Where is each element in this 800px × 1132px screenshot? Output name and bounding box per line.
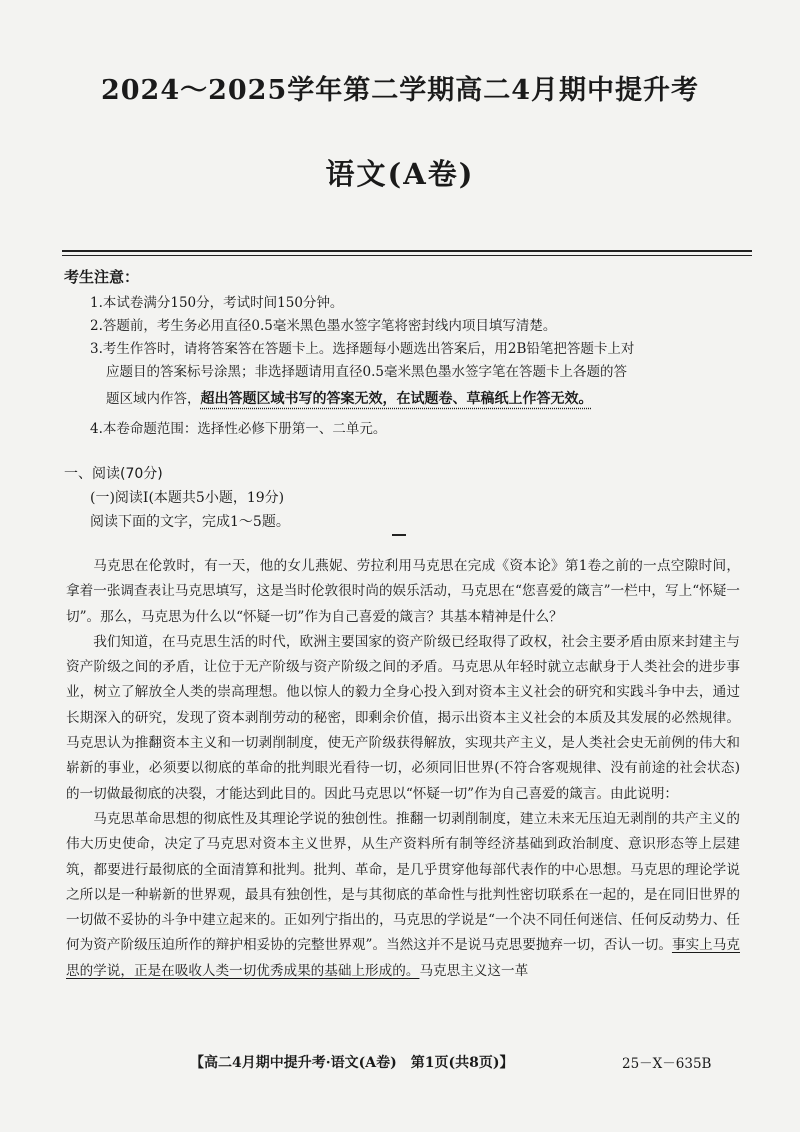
section-part: (一)阅读Ⅰ(本题共5小题，19分) — [90, 490, 285, 506]
passage-number-mark — [392, 534, 406, 536]
notice-item-1: 1.本试卷满分150分，考试时间150分钟。 — [90, 295, 344, 311]
passage-paragraph-3-text: 马克思革命思想的彻底性及其理论学说的独创性。推翻一切剥削制度，建立未来无压迫无剥削的共产主义的伟大历史使命，决定了马克思对资本主义世界，从生产资料所有制等经济基础到政治制度、意识形态等上层建筑，都要进行最彻底的全面清算和批判。批判、革命，是几乎贯穿他每部代表作的中心思想。马克思的理论学说之所以是一种崭新的世界观，最具有独创性，是与其彻底的革命性与批判性密切联系在一起的，是在同旧世界的一切做不妥协的斗争中建立起来的。正如列宁指出的，马克思的学说是“一个决不同任何迷信、任何反动势力、任何为资产阶级压迫所作的辩护相妥协的完整世界观”。当然这并不是说马克思要抛弃一切，否认一切。 — [66, 810, 740, 954]
reading-passage — [66, 554, 740, 984]
passage-paragraph-1: 马克思在伦敦时，有一天，他的女儿燕妮、劳拉利用马克思在完成《资本论》第1卷之前的一点空隙时间，拿着一张调查表让马克思填写，这是当时伦敦很时尚的娱乐活动，马克思在“您喜爱的箴言”一栏中，写上“怀疑一切”。那么，马克思为什么以“怀疑一切”作为自己喜爱的箴言？其基本精神是什么？ — [66, 558, 740, 625]
reading-section — [64, 462, 290, 534]
passage-paragraph-2: 我们知道，在马克思生活的时代，欧洲主要国家的资产阶级已经取得了政权，社会主要矛盾由原来封建主与资产阶级之间的矛盾，让位于无产阶级与资产阶级之间的矛盾。马克思从年轻时就立志献身于人类社会的进步事业，树立了解放全人类的崇高理想。他以惊人的毅力全身心投入到对资本主义社会的研究和实践斗争中去，通过长期深入的研究，发现了资本剥削劳动的秘密，即剩余价值，揭示出资本主义社会的本质及其发展的必然规律。马克思认为推翻资本主义和一切剥削制度，使无产阶级获得解放，实现共产主义，是人类社会史无前例的伟大和崭新的事业，必须要以彻底的革命的批判眼光看待一切，必须同旧世界(不符合客观规律、没有前途的社会状态)的一切做最彻底的决裂，才能达到此目的。因此马克思以“怀疑一切”作为自己喜爱的箴言。由此说明： — [66, 633, 740, 802]
notice-item-3-line-2: 应题目的答案标号涂黑；非选择题请用直径0.5毫米黑色墨水签字笔在答题卡上各题的答 — [106, 364, 627, 380]
header-rule-thick — [62, 250, 752, 252]
passage-underlined-sentence: 事实上马克思的学说，正是在吸收人类一切优秀成果的基础上形成的。 — [66, 937, 740, 979]
notice-item-4: 4.本卷命题范围：选择性必修下册第一、二单元。 — [90, 421, 387, 437]
notice-item-3-line-1: 3.考生作答时，请将答案答在答题卡上。选择题每小题选出答案后，用2B铅笔把答题卡上对 — [90, 341, 635, 357]
notice-heading: 考生注意： — [64, 268, 140, 286]
notice-list — [90, 292, 740, 441]
notice-item-2: 2.答题前，考生务必用直径0.5毫米黑色墨水签字笔将密封线内项目填写清楚。 — [90, 318, 557, 334]
notice-item-3-emphasis: 超出答题区域书写的答案无效，在试题卷、草稿纸上作答无效。 — [200, 391, 593, 407]
section-instruction: 阅读下面的文字，完成1～5题。 — [90, 514, 290, 530]
exam-code: 25－X－635B — [622, 1056, 712, 1072]
exam-title: 2024～2025学年第二学期高二4月期中提升考 — [100, 75, 700, 106]
exam-subtitle: 语文(A卷) — [325, 157, 475, 191]
section-heading: 一、阅读(70分) — [64, 466, 163, 482]
header-rule-thin — [62, 255, 752, 256]
notice-item-3-line-3 — [90, 384, 740, 414]
notice-item-3-plain: 题区域内作答， — [106, 391, 201, 407]
passage-paragraph-3 — [66, 807, 740, 984]
page-footer: 【高二4月期中提升考·语文(A卷) 第1页(共8页)】 — [190, 1055, 514, 1071]
passage-paragraph-3-tail: 马克思主义这一革 — [419, 962, 529, 979]
